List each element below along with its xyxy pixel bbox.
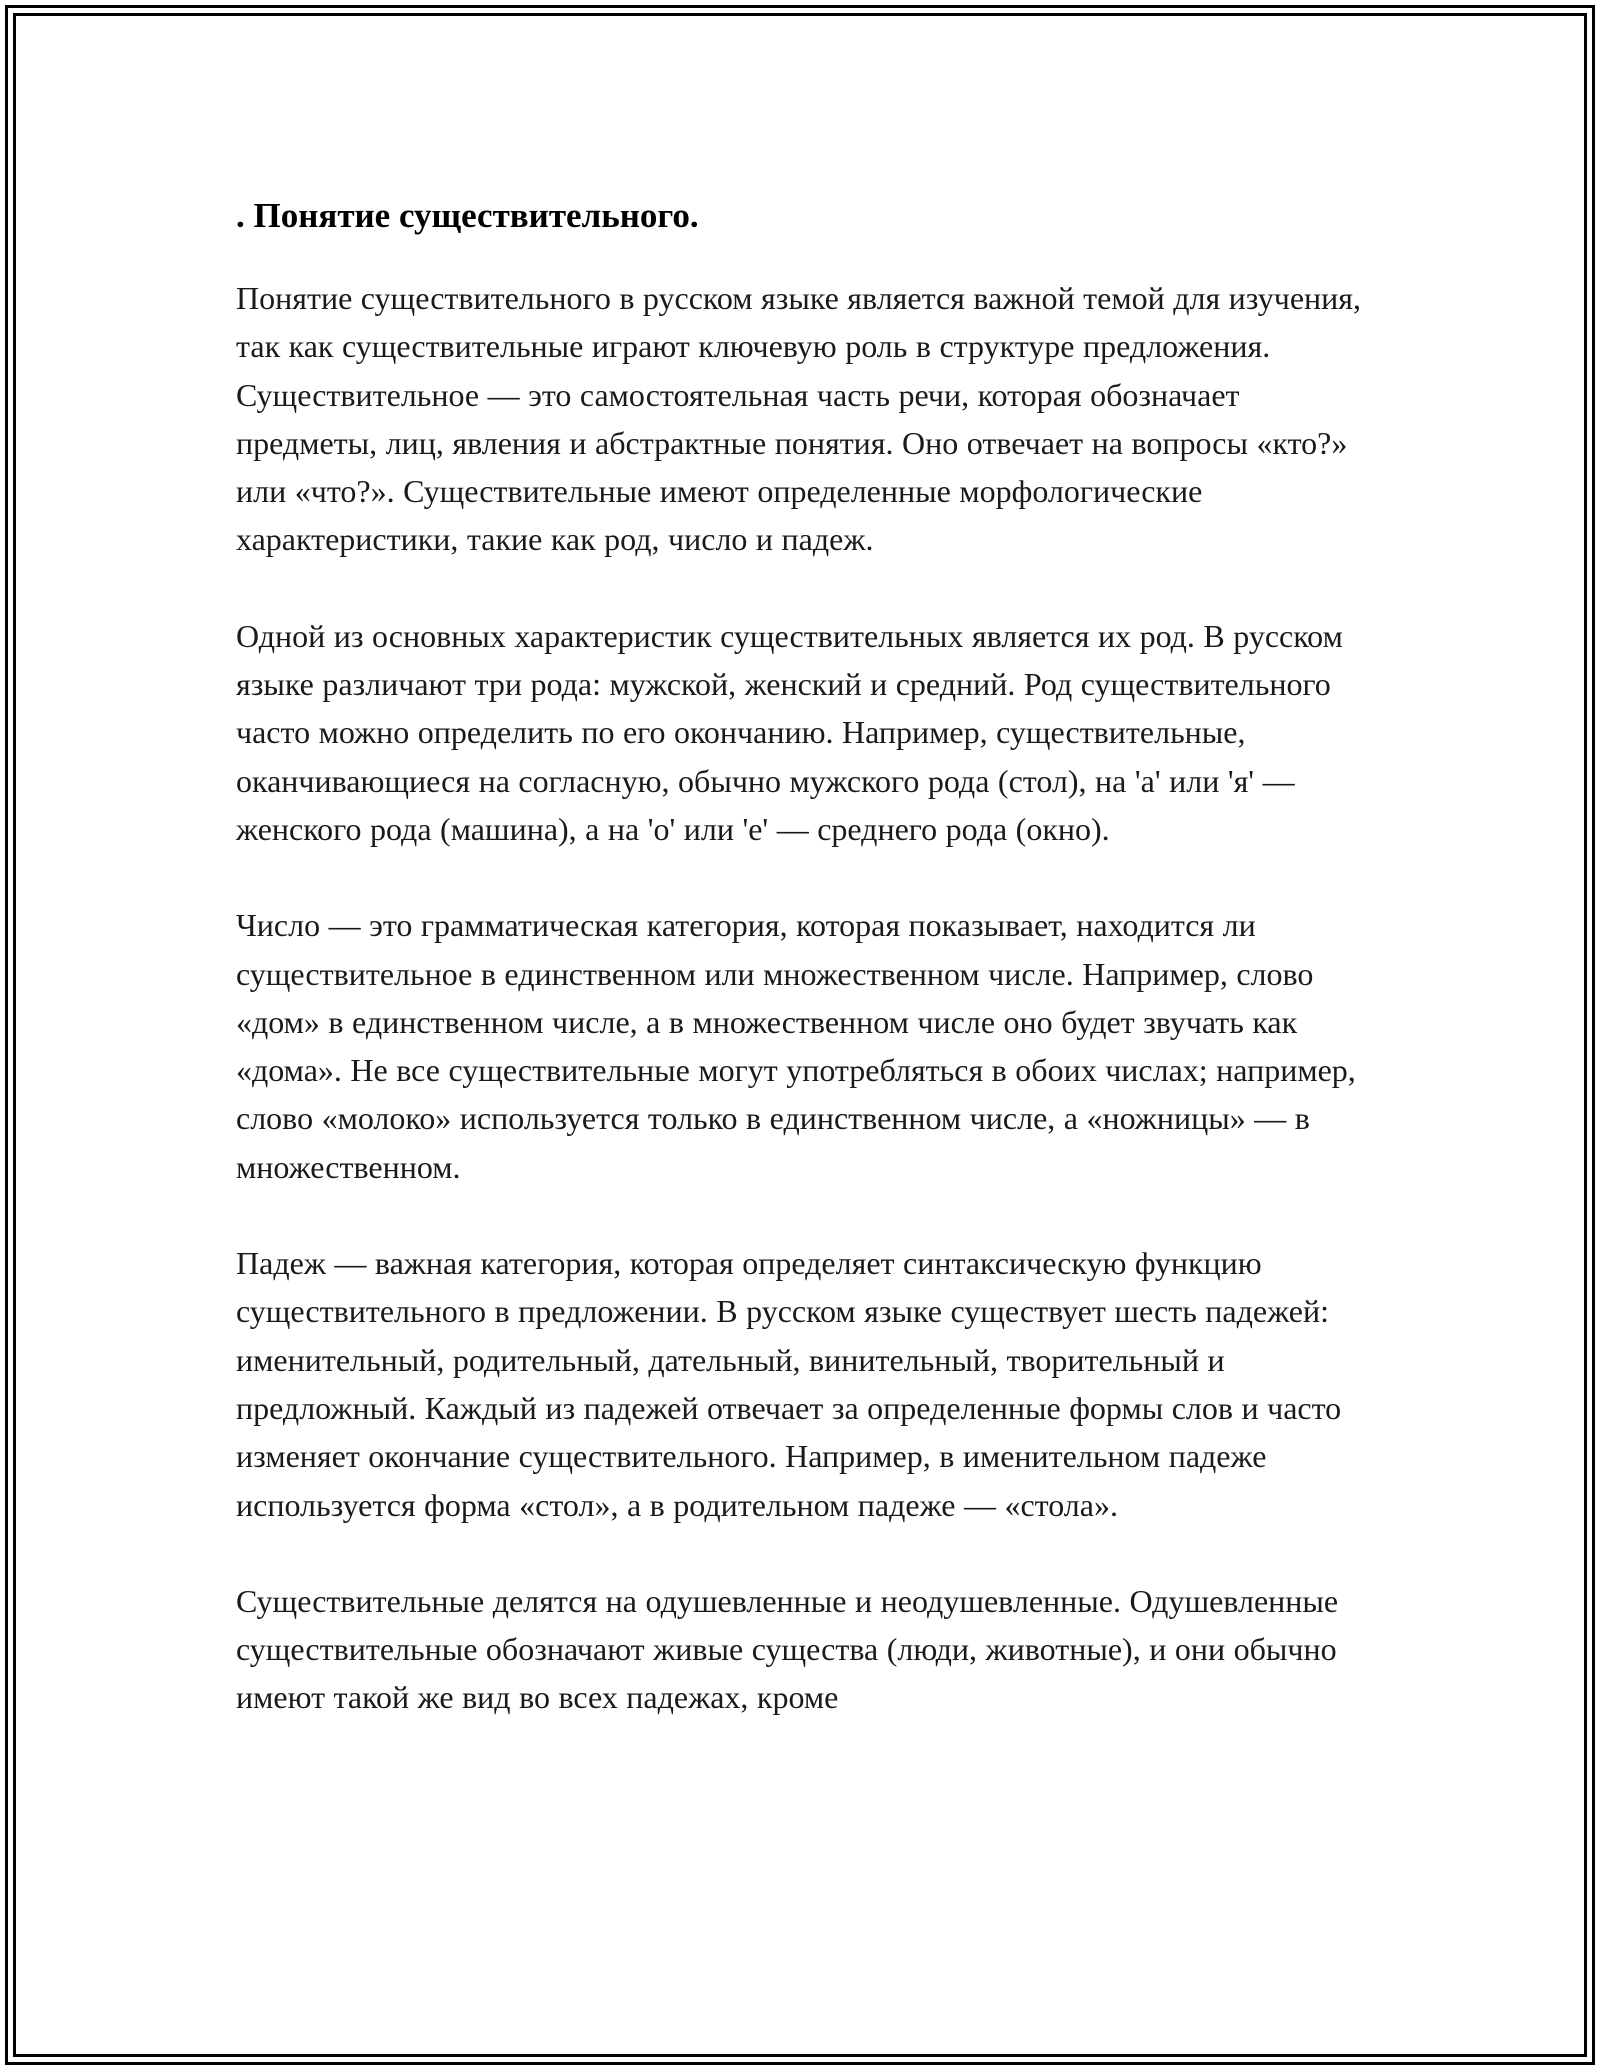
paragraph-number: Число — это грамматическая категория, которая показывает, находится ли существительное в единственном или множественном числе. Например, слово «дом» в единственном числе, а в множественном числе оно будет звучать как «дома». Не все существительные могут употребляться в обоих числах; например, слово «молоко» используется только в единственном числе, а «ножницы» — в множественном. <box>236 907 1356 1185</box>
paragraph-case: Падеж — важная категория, которая определяет синтаксическую функцию существительного в предложении. В русском языке существует шесть падежей: именительный, родительный, дательный, винительный, творительный и предложный. Каждый из падежей отвечает за определенные формы слов и часто изменяет окончание существительного. Например, в именительном падеже используется форма «стол», а в родительном падеже — «стола». <box>236 1245 1342 1523</box>
section-heading: . Понятие существительного. <box>236 196 699 235</box>
document-body <box>236 188 1376 1770</box>
paragraph-gender: Одной из основных характеристик существительных является их род. В русском языке различают три рода: мужской, женский и средний. Род существительного часто можно определить по его окончанию. Например, существительные, оканчивающиеся на согласную, обычно мужского рода (стол), на 'а' или 'я' — женского рода (машина), а на 'о' или 'е' — среднего рода (окно). <box>236 617 1343 847</box>
paragraph-animacy: Существительные делятся на одушевленные и неодушевленные. Одушевленные существительные обозначают живые существа (люди, животные), и они обычно имеют такой же вид во всех падежах, кроме <box>236 1582 1339 1716</box>
paragraph-definition: Понятие существительного в русском языке является важной темой для изучения, так как существительные играют ключевую роль в структуре предложения. Существительное — это самостоятельная часть речи, которая обозначает предметы, лиц, явления и абстрактные понятия. Оно отвечает на вопросы «кто?» или «что?». Существительные имеют определенные морфологические характеристики, такие как род, число и падеж. <box>236 280 1362 558</box>
